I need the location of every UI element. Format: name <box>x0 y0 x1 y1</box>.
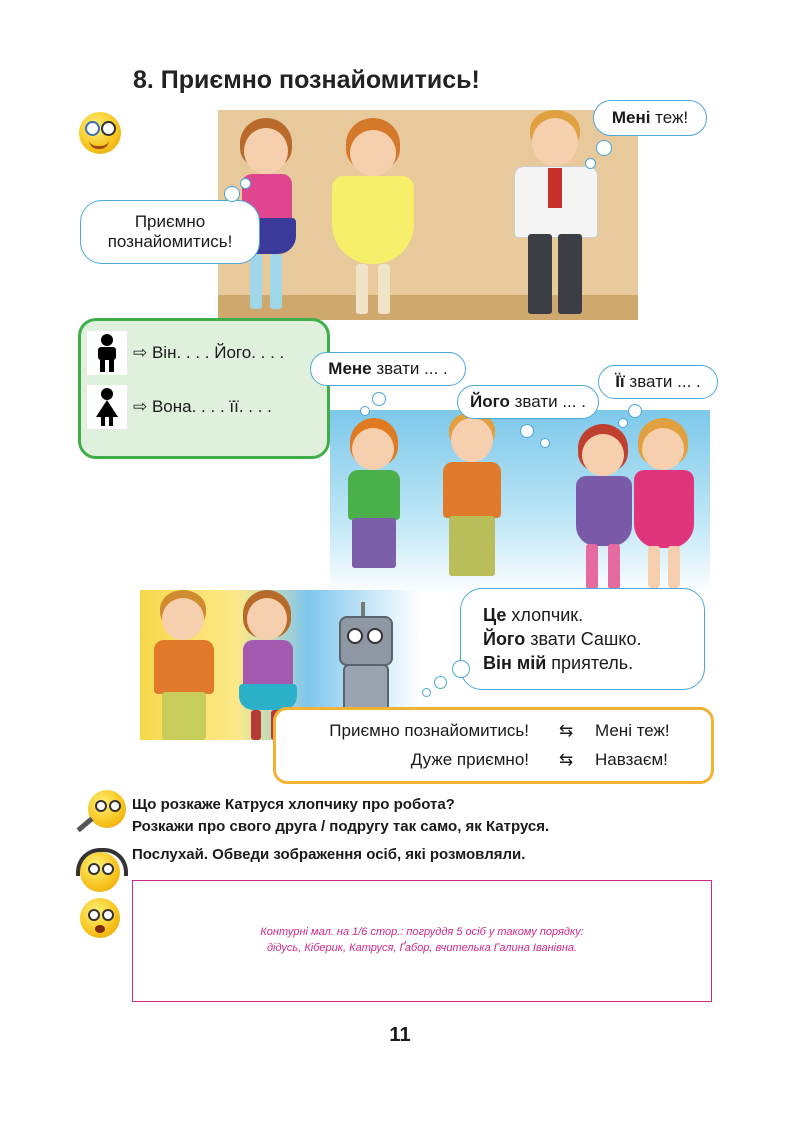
boy-orange-jacket-figure <box>150 590 220 740</box>
speech-bubble-me-too: Мені теж! <box>593 100 707 136</box>
task-question-robot: Що розкаже Катруся хлопчику про робота? <box>132 796 455 813</box>
pronoun-hint-box <box>78 318 330 459</box>
girl-yellow-figure <box>328 118 418 320</box>
page-number: 11 <box>389 1024 411 1046</box>
phrases-box <box>273 707 714 784</box>
scene-naming <box>330 410 710 595</box>
speech-bubble-my-name: Мене звати ... . <box>310 352 466 386</box>
speech-bubble-this-is-boy: Це хлопчик. Його звати Сашко. Він мій приятель. <box>460 588 705 690</box>
bubble-tail-dot <box>360 406 370 416</box>
illustration-placeholder-box <box>132 880 712 1002</box>
bubble-tail-dot <box>224 186 240 202</box>
phrase-nice-to-meet: Приємно познайомитись! <box>329 721 529 740</box>
bubble-tail-dot <box>618 418 628 428</box>
microphone-smiley-icon <box>88 790 126 828</box>
bubble-tail-dot <box>434 676 447 689</box>
boy-silhouette-icon <box>87 331 127 375</box>
girl-green-figure <box>340 418 410 595</box>
speech-bubble-his-name: Його звати ... . <box>457 385 599 419</box>
magnifier-smiley-icon <box>79 112 121 154</box>
pronoun-he-text: ⇨ Він. . . . Його. . . . <box>133 343 285 362</box>
bubble-tail-dot <box>628 404 642 418</box>
swap-arrows-icon: ⇆ <box>559 750 574 769</box>
bubble-tail-dot <box>596 140 612 156</box>
speech-bubble-her-name: Її звати ... . <box>598 365 718 399</box>
phrase-me-too: Мені теж! <box>595 721 670 740</box>
girl-silhouette-icon <box>87 385 127 429</box>
phrase-very-nice: Дуже приємно! <box>410 750 529 769</box>
bubble-tail-dot <box>422 688 431 697</box>
microphone-icon <box>76 817 93 832</box>
task-listen-circle: Послухай. Обведи зображення осіб, які розмовляли. <box>132 846 526 863</box>
pronoun-she-text: ⇨ Вона. . . . її. . . . <box>133 397 272 416</box>
bubble-tail-dot <box>452 660 470 678</box>
speaking-smiley-icon <box>80 898 120 938</box>
boy-vyshyvanka-figure <box>508 110 603 320</box>
placeholder-line-2: дідусь, Кіберик, Катруся, Ґабор, вчителька Галина Іванівна. <box>266 942 578 954</box>
speech-bubble-nice-to-meet: Приємно познайомитись! <box>80 200 260 264</box>
bubble-tail-dot <box>372 392 386 406</box>
phrase-likewise: Навзаєм! <box>595 750 668 769</box>
girl-red-dress-figure <box>630 418 700 595</box>
bubble-tail-dot <box>240 178 251 189</box>
boy-orange-figure <box>435 412 510 592</box>
page-title: 8. Приємно познайомитись! <box>133 66 480 94</box>
bubble-tail-dot <box>585 158 596 169</box>
swap-arrows-icon: ⇆ <box>559 721 574 740</box>
task-tell-about-friend: Розкажи про свого друга / подругу так само, як Катруся. <box>132 818 550 835</box>
headphones-smiley-icon <box>80 852 120 892</box>
bubble-tail-dot <box>540 438 550 448</box>
scene-introduction <box>218 110 638 320</box>
placeholder-line-1: Контурні мал. на 1/6 стор.: погруддя 5 осіб у такому порядку: <box>260 926 584 938</box>
bubble-tail-dot <box>520 424 534 438</box>
